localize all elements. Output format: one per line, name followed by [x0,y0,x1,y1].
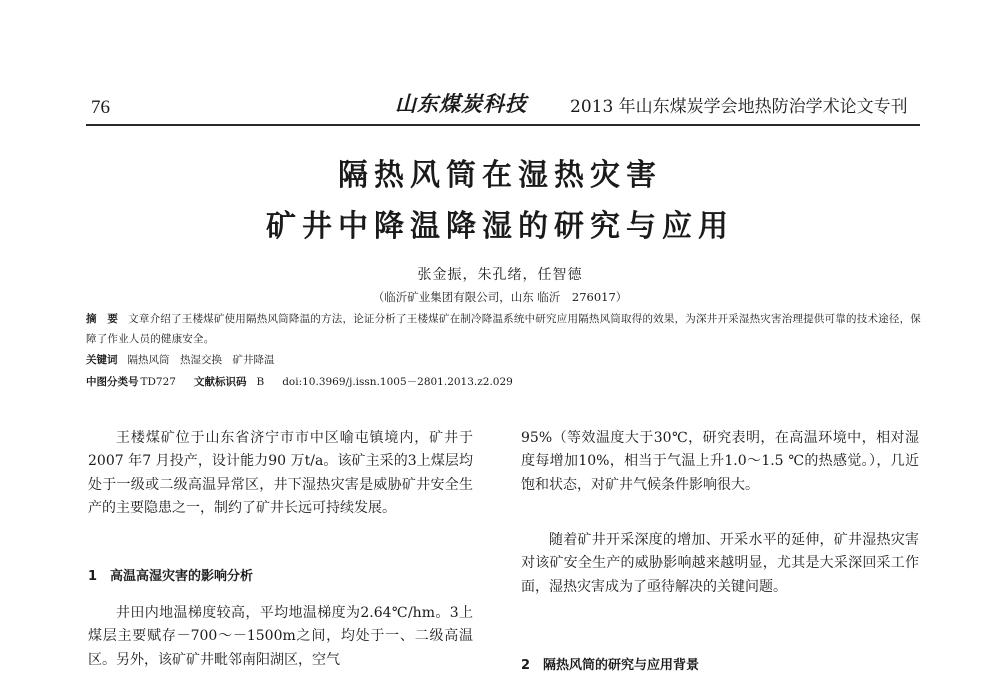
doi: doi:10.3969/j.issn.1005－2801.2013.z2.029 [282,376,513,388]
journal-logo: 山东煤炭科技 [395,91,527,116]
keywords [86,352,275,367]
body-right-column-top [521,427,919,497]
keywords-text: 隔热风筒 热湿交换 矿井降温 [127,354,275,366]
clc-label: 中图分类号 [86,376,139,388]
paper-title-line-2: 矿井中降温降湿的研究与应用 [266,209,734,244]
doc-code-value: B [256,376,265,388]
doc-code-label: 文献标识码 [193,376,247,388]
body-right-column-middle [521,529,919,599]
header-rule [86,124,920,126]
paper-title-line-1: 隔热风筒在湿热灾害 [338,158,662,193]
section-2-heading: 2 隔热风筒的研究与应用背景 [521,658,700,673]
body-paragraph: 95%（等效温度大于30℃，研究表明，在高温环境中，相对湿度每增加10%，相当于气温上升1.0～1.5 ℃的热感觉。），几近饱和状态，对矿井气候条件影响很大。 [521,430,919,493]
abstract [86,309,921,349]
page-number: 76 [91,97,110,118]
abstract-label: 摘 要 [86,313,119,325]
keywords-label: 关键词 [86,354,118,366]
abstract-text: 文章介绍了王楼煤矿使用隔热风筒降温的方法，论证分析了王楼煤矿在制冷降温系统中研究应用隔热风筒取得的效果，为深井开采湿热灾害治理提供可靠的技术途径，保障了作业人员的健康安全。 [86,313,922,345]
body-left-column-top [88,427,473,521]
body-paragraph: 随着矿井开采深度的增加、开采水平的延伸，矿井湿热灾害对该矿安全生产的威胁影响越来越明显，尤其是大采深回采工作面，湿热灾害成为了亟待解决的关键问题。 [521,532,919,595]
section-1-heading: 1 高温高湿灾害的影响分析 [88,569,254,584]
body-paragraph: 王楼煤矿位于山东省济宁市市中区喻屯镇境内，矿井于2007 年7 月投产，设计能力90 万t/a。该矿主采的3上煤层均处于一级或二级高温异常区，井下湿热灾害是威胁矿井安全生产的主要隐患之一，制约了矿井长远可持续发展。 [88,430,473,517]
body-left-column-bottom [88,602,473,672]
journal-issue-title: 2013 年山东煤炭学会地热防治学术论文专刊 [570,97,908,117]
authors: 张金振，朱孔绪，任智德 [417,267,583,283]
body-paragraph: 井田内地温梯度较高，平均地温梯度为2.64℃/hm。3上煤层主要赋存－700～－1500m之间，均处于一、二级高温区。另外，该矿矿井毗邻南阳湖区，空气 [88,605,473,668]
affiliation: （临沂矿业集团有限公司，山东 临沂 276017） [372,290,628,304]
clc-value: TD727 [140,376,176,388]
classification-line [86,374,513,389]
